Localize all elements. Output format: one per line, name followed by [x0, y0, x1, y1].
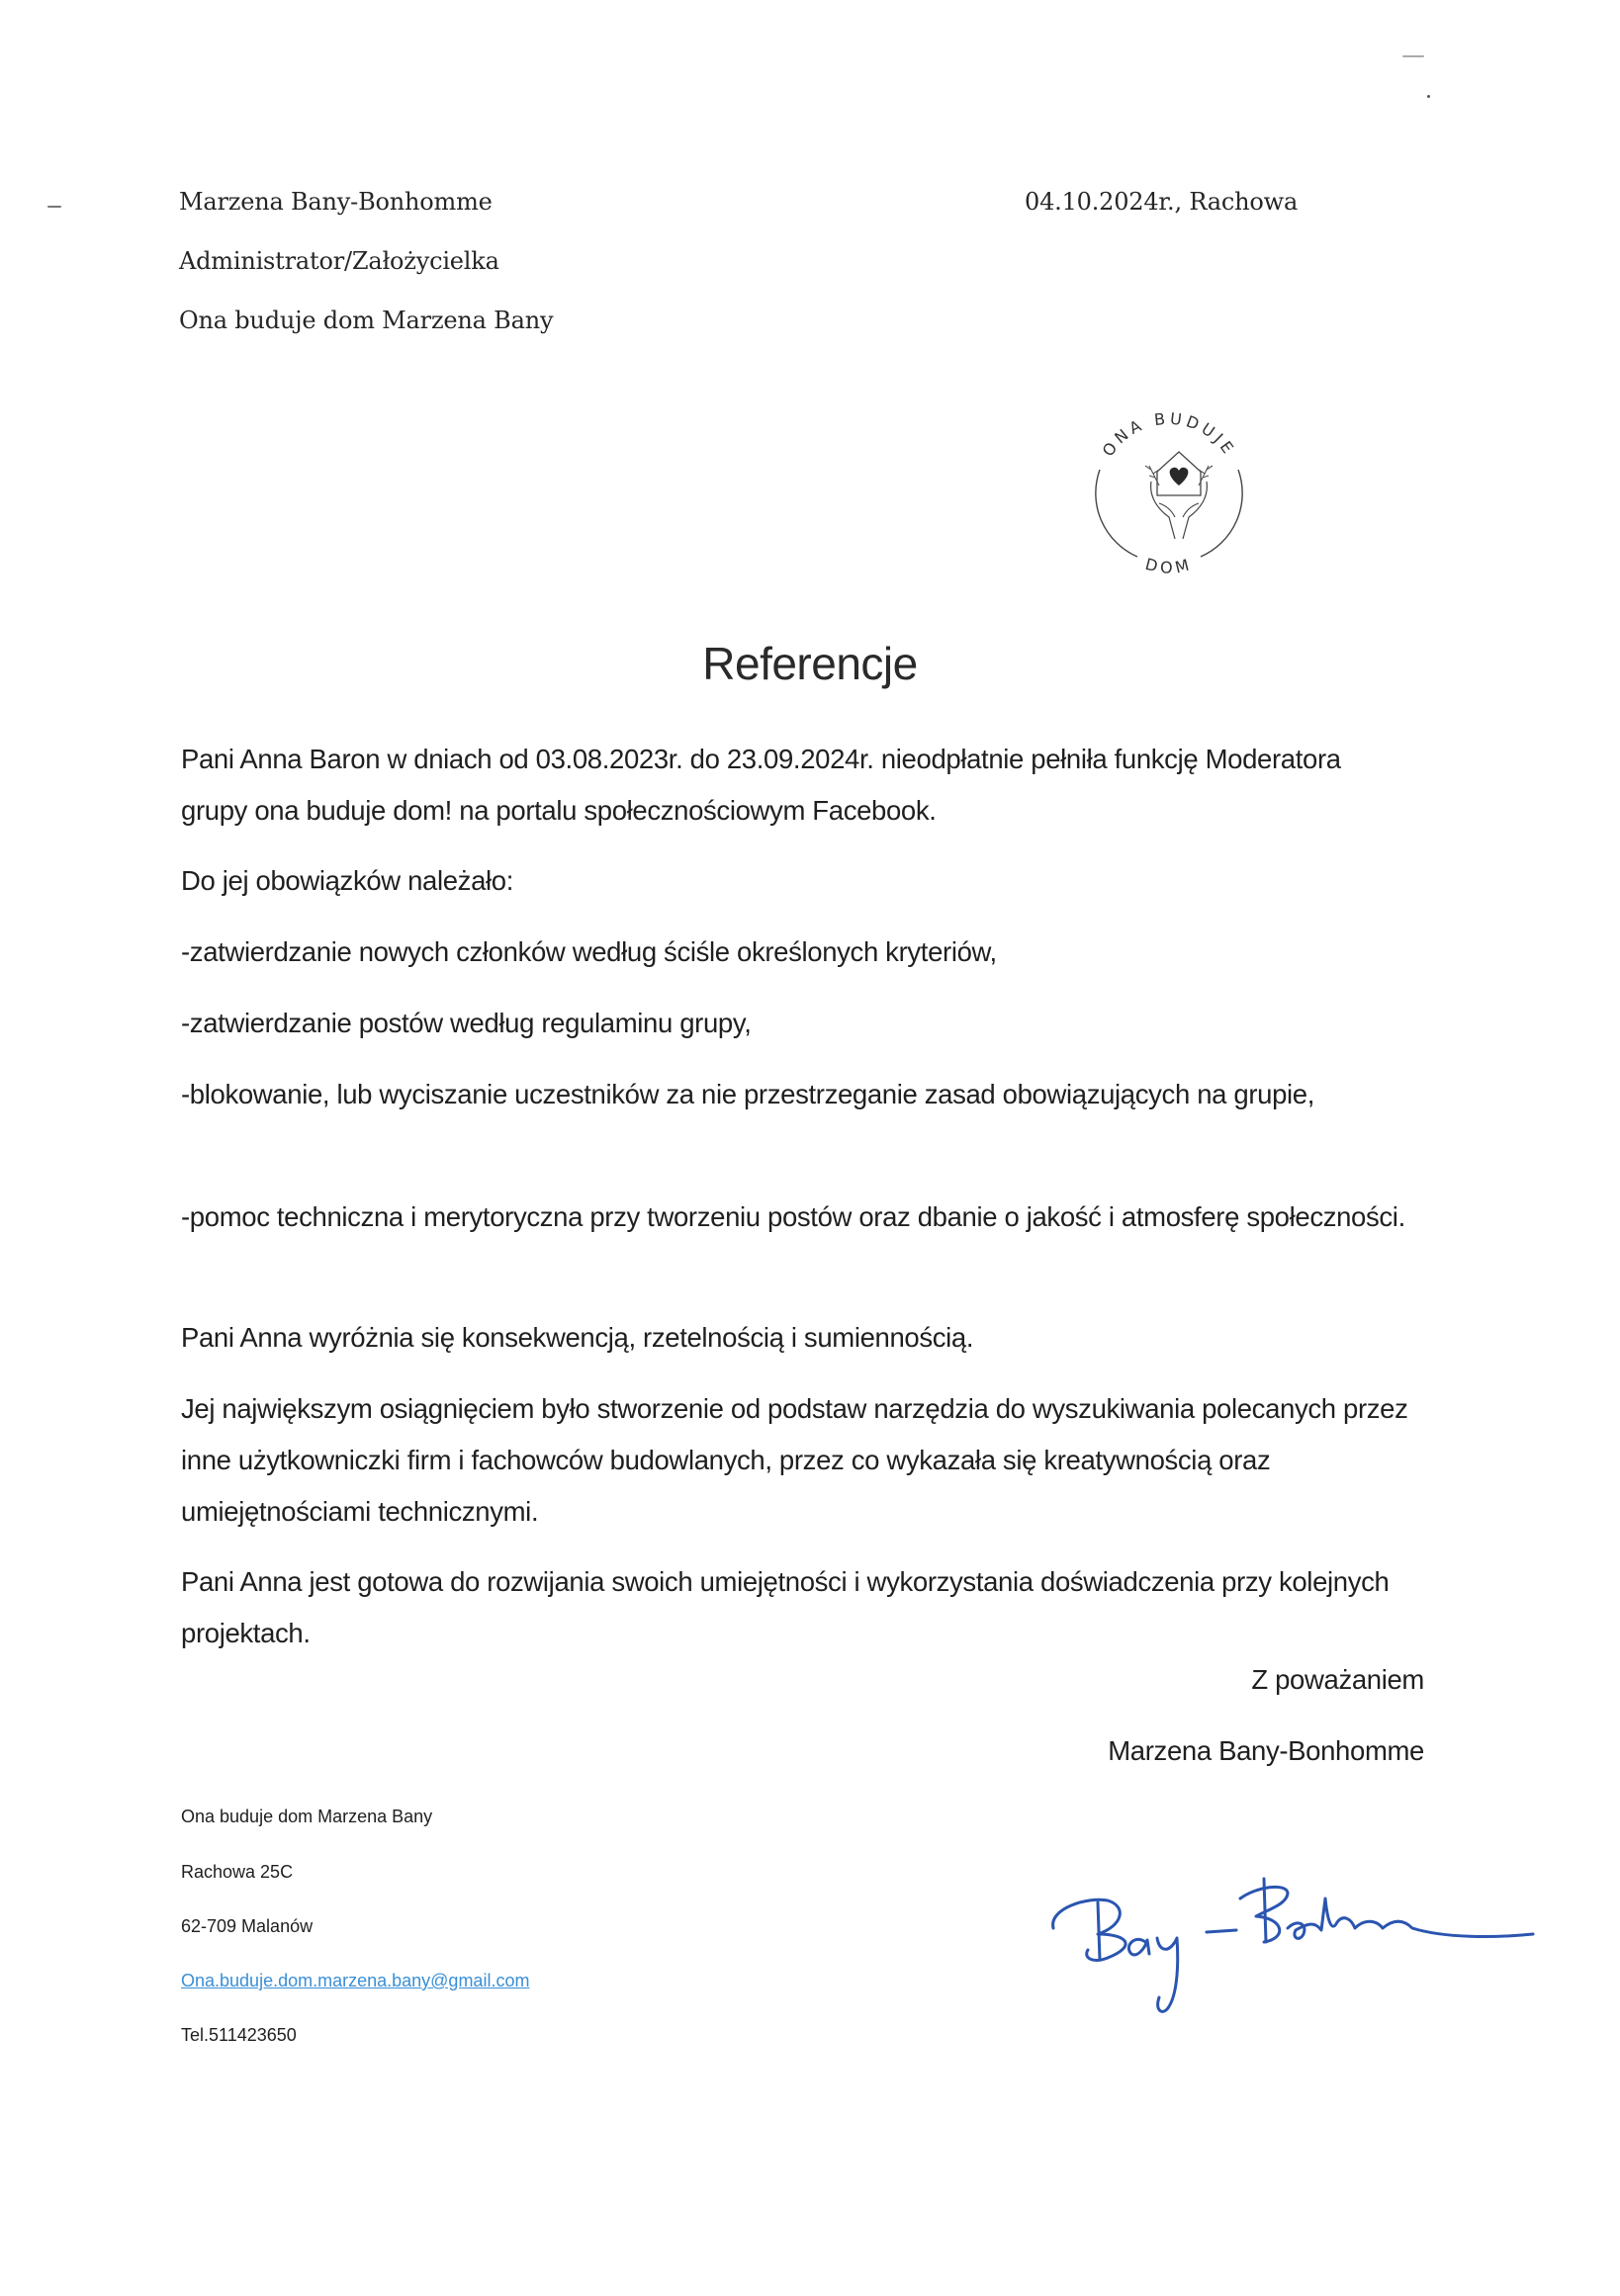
ona-buduje-dom-logo-icon: [1080, 400, 1258, 583]
contact-phone: Tel.511423650: [181, 2025, 297, 2045]
intro-paragraph: [181, 734, 1467, 837]
closing-signatory-name: Marzena Bany-Bonhomme: [1108, 1735, 1424, 1766]
contact-street: Rachowa 25C: [181, 1862, 294, 1882]
traits-text: Pani Anna wyróżnia się konsekwencją, rzetelnością i sumiennością.: [181, 1322, 974, 1353]
place-and-date: 04.10.2024r., Rachowa: [1025, 188, 1299, 216]
achievement-paragraph: [181, 1383, 1467, 1538]
duty-item: [181, 1192, 1467, 1243]
sender-role: Administrator/Założycielka: [179, 247, 499, 275]
handwritten-signature: [1029, 1839, 1553, 2027]
logo-text-top: ONA BUDUJE: [1098, 408, 1240, 461]
readiness-paragraph: [181, 1556, 1467, 1659]
duty-item-text: -zatwierdzanie nowych członków według ściśle określonych kryteriów,: [181, 936, 997, 967]
duty-item: [181, 998, 1467, 1049]
duty-item-text: -zatwierdzanie postów według regulaminu grupy,: [181, 1008, 752, 1038]
contact-city: 62-709 Malanów: [181, 1916, 314, 1936]
readiness-text: Pani Anna jest gotowa do rozwijania swoich umiejętności i wykorzystania doświadczenia przy kolejnych projektach.: [181, 1566, 1390, 1648]
traits-paragraph: [181, 1312, 1467, 1364]
document-title: Referencje: [702, 638, 918, 689]
duty-item-text: -blokowanie, lub wyciszanie uczestników za nie przestrzeganie zasad obowiązujących na grupie,: [181, 1079, 1315, 1109]
contact-email-link[interactable]: Ona.buduje.dom.marzena.bany@gmail.com: [181, 1971, 530, 1990]
logo: [1080, 400, 1258, 583]
achievement-text: Jej największym osiągnięciem było stworzenie od podstaw narzędzia do wyszukiwania polecanych przez inne użytkowniczki firm i fachowców budowlanych, przez co wykazała się kreatywnością oraz umiejętnościami technicznymi.: [181, 1393, 1408, 1527]
contact-organization: Ona buduje dom Marzena Bany: [181, 1807, 433, 1826]
sender-name: Marzena Bany-Bonhomme: [179, 188, 493, 216]
duty-item: [181, 1069, 1467, 1120]
signature-icon: [1029, 1839, 1553, 2027]
duties-heading-text: Do jej obowiązków należało:: [181, 865, 514, 896]
scan-speck: [1402, 55, 1424, 57]
sender-organization: Ona buduje dom Marzena Bany: [179, 307, 554, 334]
scan-speck: [1427, 95, 1430, 98]
scan-speck: [47, 206, 61, 208]
logo-text-bottom: DOM: [1143, 554, 1195, 577]
duty-item-text: -pomoc techniczna i merytoryczna przy tworzeniu postów oraz dbanie o jakość i atmosferę społeczności.: [181, 1201, 1405, 1232]
intro-text: Pani Anna Baron w dniach od 03.08.2023r. do 23.09.2024r. nieodpłatnie pełniła funkcję Moderatora grupy ona buduje dom! na portalu społecznościowym Facebook.: [181, 744, 1341, 826]
closing-phrase: Z poważaniem: [1251, 1664, 1424, 1695]
duties-heading: [181, 855, 1467, 907]
duty-item: [181, 927, 1467, 978]
heart-icon: [1170, 468, 1189, 486]
